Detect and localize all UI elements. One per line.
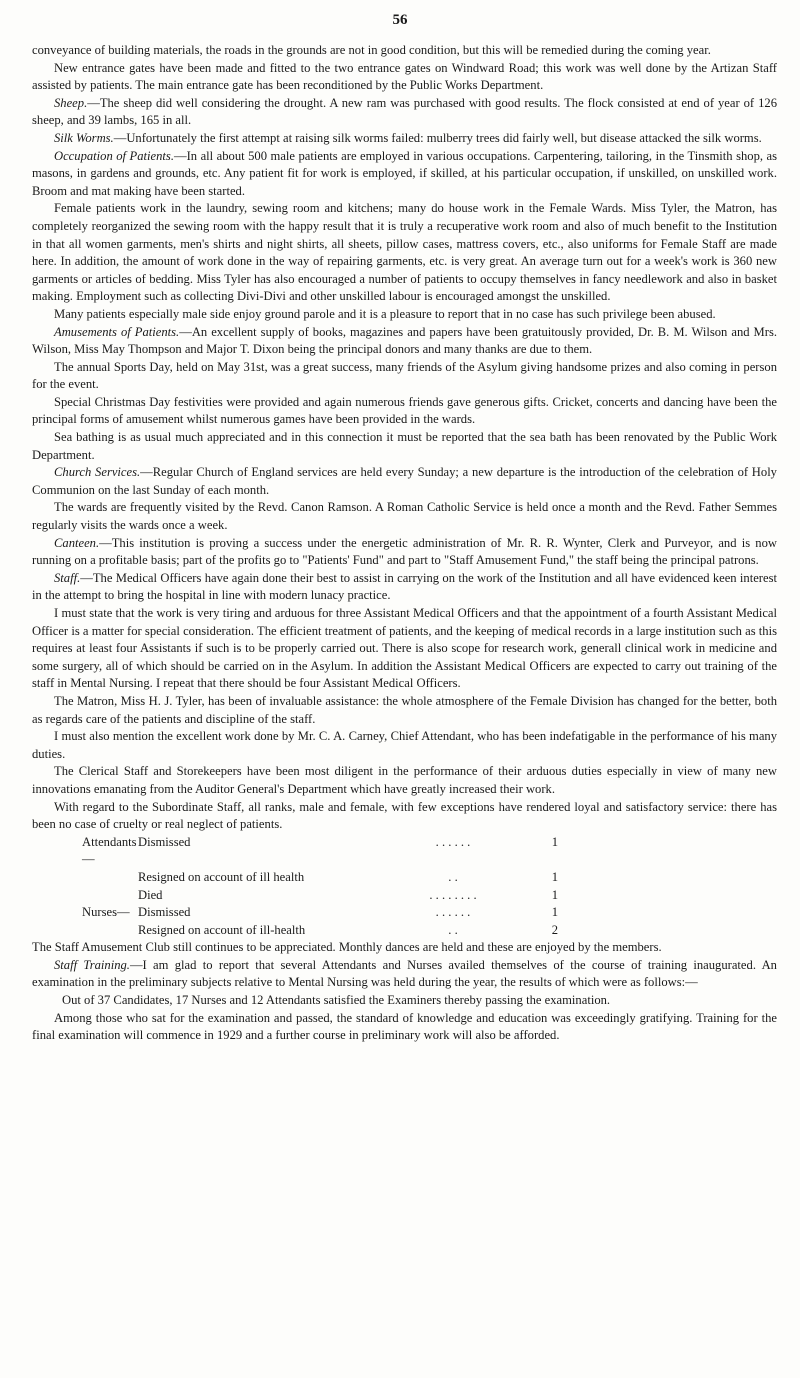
paragraph-text: The Matron, Miss H. J. Tyler, has been of invaluable assistance: the whole atmosphere of the Female Division has changed for the better, both as regards care of the patients and discipline of the staff. xyxy=(32,693,777,726)
staff-reason: Dismissed xyxy=(138,905,191,920)
staff-group: Nurses— xyxy=(82,905,130,920)
paragraph xyxy=(32,95,777,130)
paragraph-heading: Canteen. xyxy=(54,535,100,550)
paragraph-text: I must also mention the excellent work done by Mr. C. A. Carney, Chief Attendant, who has been indefatigable in the performance of his many duties. xyxy=(32,729,777,761)
paragraph xyxy=(32,605,777,693)
paragraph xyxy=(32,464,777,499)
report-body xyxy=(32,42,777,1045)
paragraph xyxy=(32,200,777,306)
paragraph-text: —Regular Church of England services are held every Sunday; a new departure is the introduction of the celebration of Holy Communion on the last Sunday of each month. xyxy=(32,465,777,497)
paragraph xyxy=(32,42,777,60)
staff-group xyxy=(82,887,138,905)
table-row xyxy=(82,869,558,887)
paragraph-heading: Staff. xyxy=(54,570,81,585)
paragraph-text: —The Medical Officers have again done their best to assist in carrying on the work of the Institution and all have evidenced keen interest in the attempt to bring the hospital in line with modern lunacy practice. xyxy=(32,570,777,603)
paragraph-text: —I am glad to report that several Attendants and Nurses availed themselves of the course of training inaugurated. An examination in the preliminary subjects relative to Mental Nursing was held during the year, the results of which were as follows:— xyxy=(32,957,777,990)
paragraph-heading: Silk Worms. xyxy=(54,130,114,145)
paragraph-text: —This institution is proving a success under the energetic administration of Mr. R. R. Wynter, Clerk and Purveyor, and is now running on a profitable basis; part of the profits go to "Patients' Fund" and part to "Staff Amusement Fund," the staff being the principal patrons. xyxy=(32,535,777,568)
paragraph xyxy=(32,535,777,570)
paragraph-heading: Sheep. xyxy=(54,95,88,110)
paragraph-text: The wards are frequently visited by the Revd. Canon Ramson. A Roman Catholic Service is held once a month and the Revd. Father Semmes regularly visits the wards once a week. xyxy=(32,500,777,533)
paragraph xyxy=(32,130,777,148)
staff-count: 1 xyxy=(551,905,558,920)
paragraph xyxy=(32,394,777,429)
report-paragraphs xyxy=(32,42,777,834)
paragraph xyxy=(32,60,777,95)
paragraph xyxy=(32,499,777,534)
paragraph xyxy=(32,359,777,394)
page-number: 56 xyxy=(392,12,408,28)
paragraph-text: —The sheep did well considering the drought. A new ram was purchased with good results. The flock consisted at end of year of 126 sheep, and 39 lambs, 165 in all. xyxy=(32,95,777,128)
staff-count: 1 xyxy=(551,869,558,884)
paragraph-text: The Staff Amusement Club still continues to be appreciated. Monthly dances are held and these are enjoyed by the members. xyxy=(32,940,662,955)
table-row xyxy=(82,887,558,905)
paragraph-text: Among those who sat for the examination and passed, the standard of knowledge and education was exceedingly gratifying. Training for the final examination will commence in 1929 and a further course in preliminary work will also be afforded. xyxy=(32,1010,777,1043)
paragraph xyxy=(32,1010,777,1045)
leader-dots: . . . . . . xyxy=(435,834,471,849)
table-row xyxy=(82,922,558,940)
paragraph xyxy=(32,148,777,201)
paragraph-text: —An excellent supply of books, magazines and papers have been gratuitously provided, Dr. B. M. Wilson and Mrs. Wilson, Miss May Thompson and Major T. Dixon being the principal donors and many thanks are due to them. xyxy=(32,324,777,357)
paragraph-text: I must state that the work is very tiring and arduous for three Assistant Medical Officers and that the appointment of a fourth Assistant Medical Officer is a matter for special consideration. The efficient treatment of patients, and the keeping of medical records in a large institution such as this requires at least four Assistants if such is to be properly carried out. There is also scope for research work, generall clinical work in medicine and some surgery, all of which should be carried on in the Asylum. In addition the Assistant Medical Officers are expected to carry out training of the staff in Mental Nursing. I repeat that there should be four Assistant Medical Officers. xyxy=(32,606,777,691)
staff-count: 1 xyxy=(551,834,558,849)
paragraph-text: Sea bathing is as usual much appreciated and in this connection it must be reported that the sea bath has been renovated by the Public Work Department. xyxy=(32,430,777,462)
paragraph-text: With regard to the Subordinate Staff, all ranks, male and female, with few exceptions have rendered loyal and satisfactory service: there has been no case of cruelty or real neglect of patients. xyxy=(32,799,777,832)
paragraph-text: Many patients especially male side enjoy ground parole and it is a pleasure to report that in no case has such privilege been abused. xyxy=(54,306,716,321)
table-row xyxy=(82,834,558,869)
leader-dots: . . . . . . xyxy=(435,905,471,920)
paragraph xyxy=(32,306,777,324)
paragraph xyxy=(32,992,777,1010)
staff-count: 2 xyxy=(551,922,558,937)
staff-reason: Resigned on account of ill health xyxy=(138,869,305,884)
paragraph-text: Female patients work in the laundry, sewing room and kitchens; many do house work in the Female Wards. Miss Tyler, the Matron, has completely reorganized the sewing room with the happy result that it is truly a recuperative work room and also of much benefit to the Institution in that all women garments, men's shirts and night shirts, all sheets, pillow cases, mattress covers, etc., also uniforms for Female Staff are made here. In addition, the amount of work done in the way of repairing garments, etc. is very great. An average turn out for a week's work is 360 new garments or articles of bedding. Miss Tyler has also encouraged a number of patients to occupy themselves in fancy needlework and also in basket making. Employment such as collecting Divi-Divi and other unskilled labour is encouraged amongst the unskilled. xyxy=(32,201,777,304)
staff-dismissals-table xyxy=(82,834,558,940)
paragraph xyxy=(32,939,777,957)
paragraph xyxy=(32,799,777,834)
paragraph xyxy=(32,324,777,359)
paragraph-heading: Amusements of Patients. xyxy=(54,324,180,339)
paragraph xyxy=(32,429,777,464)
paragraph-text: The annual Sports Day, held on May 31st, was a great success, many friends of the Asylum giving handsome prizes and also coming in person for the event. xyxy=(32,359,777,392)
paragraph-text: Special Christmas Day festivities were provided and again numerous friends gave generous gifts. Cricket, concerts and dancing have been the principal forms of amusement whilst numerous games have been provided in the wards. xyxy=(32,394,777,427)
leader-dots: . . xyxy=(448,869,458,884)
paragraph-text: Out of 37 Candidates, 17 Nurses and 12 Attendants satisfied the Examiners thereby passing the examination. xyxy=(62,993,611,1008)
staff-group xyxy=(82,922,138,940)
paragraph-text: conveyance of building materials, the roads in the grounds are not in good condition, but this will be remedied during the coming year. xyxy=(32,43,711,57)
paragraph-text: New entrance gates have been made and fitted to the two entrance gates on Windward Road; this work was well done by the Artizan Staff assisted by patients. The main entrance gate has been reconditioned by the Public Works Department. xyxy=(32,60,777,93)
table-row xyxy=(82,904,558,922)
paragraph xyxy=(32,957,777,992)
leader-dots: . . xyxy=(448,922,458,937)
paragraph-text: —Unfortunately the first attempt at raising silk worms failed: mulberry trees did fairly well, but disease attacked the silk worms. xyxy=(113,130,762,145)
staff-count: 1 xyxy=(551,887,558,902)
paragraph-heading: Occupation of Patients. xyxy=(54,148,174,163)
staff-group: Attendants— xyxy=(82,834,137,867)
paragraph xyxy=(32,763,777,798)
staff-group xyxy=(82,869,138,887)
paragraph xyxy=(32,728,777,763)
report-closing-paragraphs xyxy=(32,939,777,1045)
leader-dots: . . . . . . . . xyxy=(429,887,477,902)
staff-reason: Resigned on account of ill-health xyxy=(138,922,306,937)
paragraph-heading: Church Services. xyxy=(54,465,141,480)
paragraph-heading: Staff Training. xyxy=(54,957,130,972)
staff-reason: Dismissed xyxy=(138,834,191,849)
paragraph-text: —In all about 500 male patients are employed in various occupations. Carpentering, tailoring, in the Tinsmith shop, as masons, in gardens and grounds, etc. Any patient fit for work is employed, if skilled, at his particular occupation, if unskilled, on unskilled work. Broom and mat making have been started. xyxy=(32,148,778,198)
paragraph xyxy=(32,693,777,728)
paragraph xyxy=(32,570,777,605)
paragraph-text: The Clerical Staff and Storekeepers have been most diligent in the performance of their arduous duties especially in view of many new innovations emanating from the Auditor General's Department which have greatly increased their work. xyxy=(32,764,777,796)
staff-reason: Died xyxy=(138,887,163,902)
